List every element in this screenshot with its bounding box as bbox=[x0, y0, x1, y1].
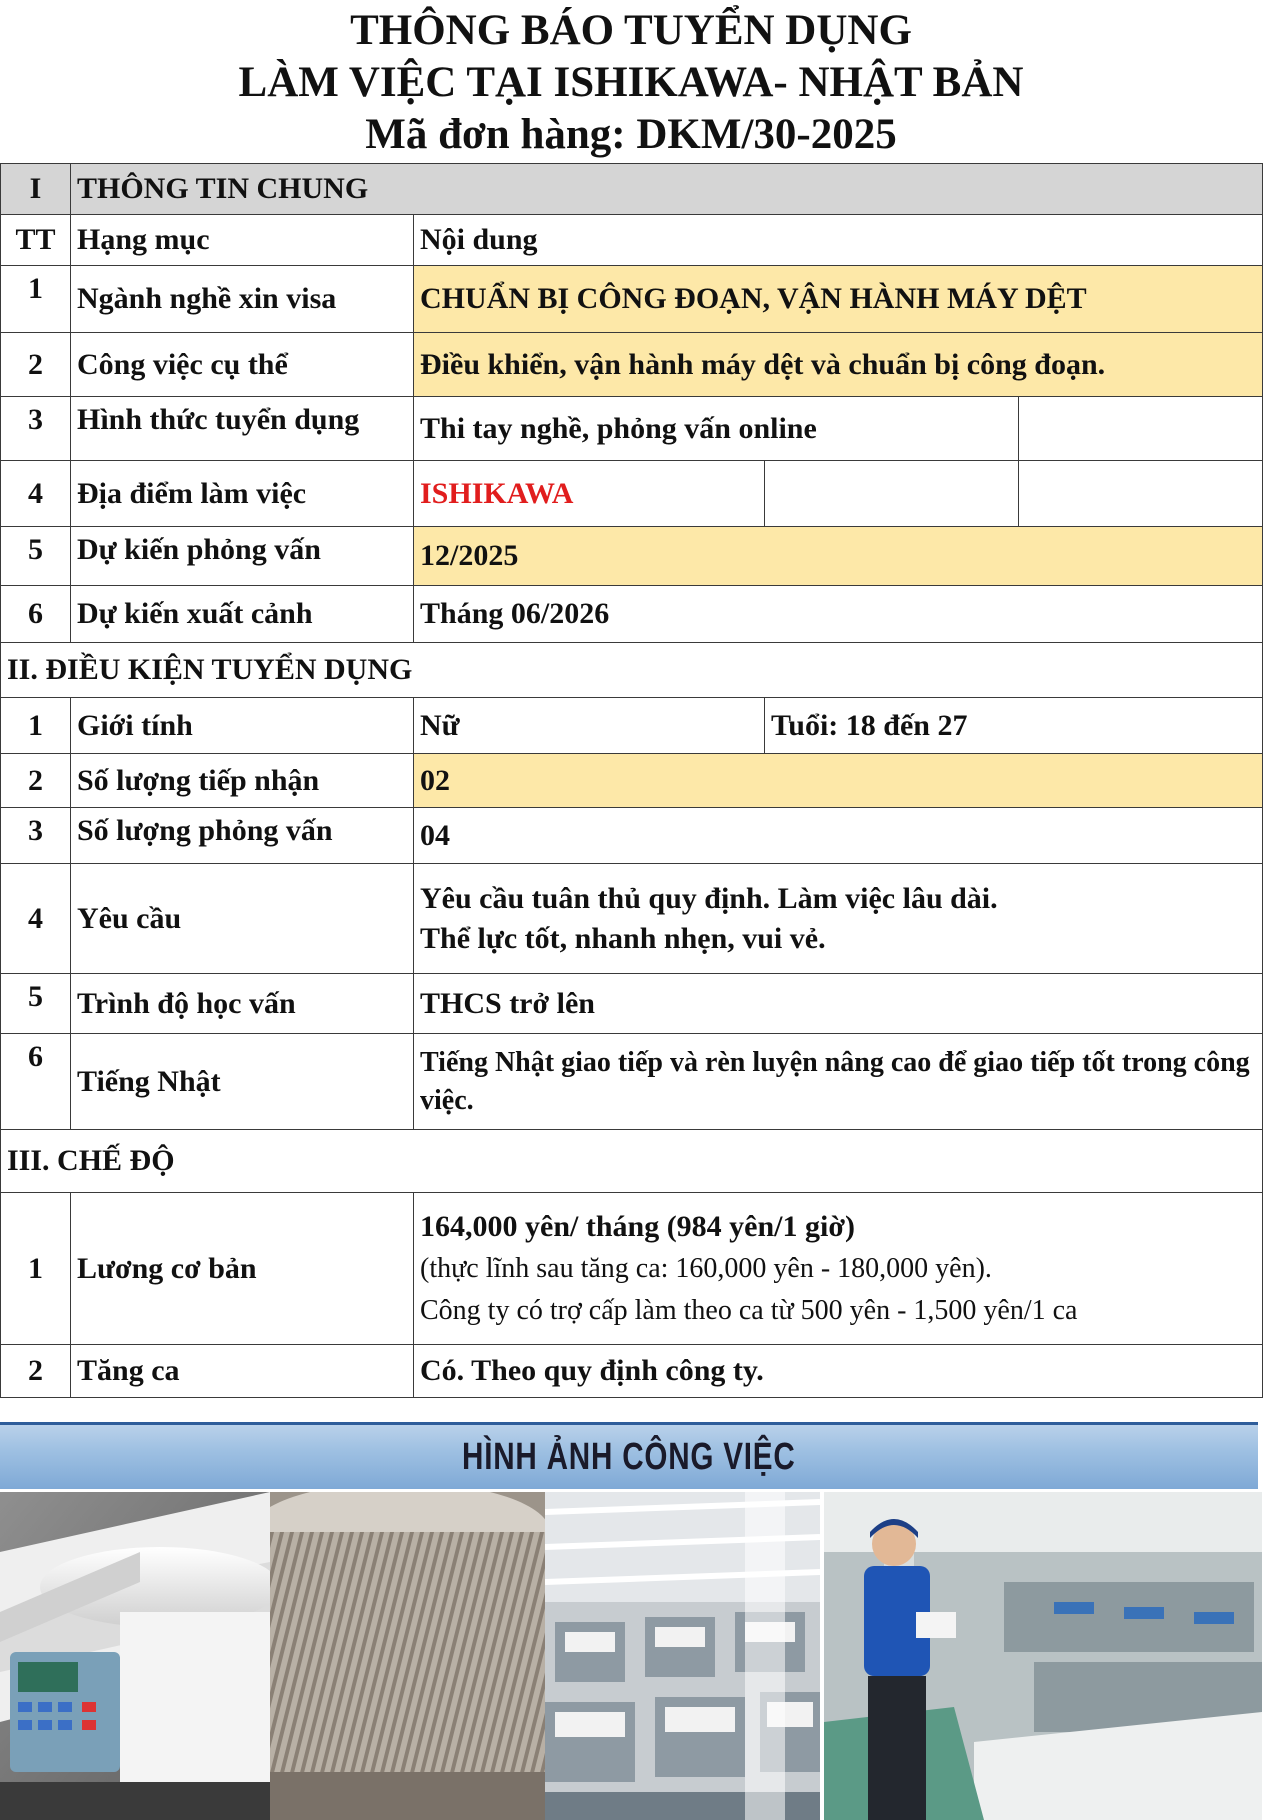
row-item: Trình độ học vấn bbox=[71, 974, 414, 1034]
notice-header bbox=[0, 0, 1262, 163]
row-content: CHUẨN BỊ CÔNG ĐOẠN, VẬN HÀNH MÁY DỆT bbox=[414, 266, 1263, 333]
column-header-row bbox=[1, 215, 1263, 266]
row-number: 4 bbox=[1, 461, 71, 527]
row-number: 3 bbox=[1, 808, 71, 864]
table-row bbox=[1, 461, 1263, 527]
row-content: 02 bbox=[414, 754, 1263, 808]
column-header-item: Hạng mục bbox=[71, 215, 414, 266]
row-content: ISHIKAWA bbox=[414, 461, 765, 527]
section-conditions-header bbox=[1, 643, 1263, 698]
row-item: Ngành nghề xin visa bbox=[71, 266, 414, 333]
row-item: Dự kiến phỏng vấn bbox=[71, 527, 414, 586]
row-content bbox=[414, 864, 1263, 974]
row-number: 2 bbox=[1, 1345, 71, 1398]
section-benefits-header bbox=[1, 1130, 1263, 1193]
work-photos bbox=[0, 1492, 1262, 1820]
table-row bbox=[1, 1193, 1263, 1345]
salary-line: 164,000 yên/ tháng (984 yên/1 giờ) bbox=[420, 1209, 855, 1243]
row-content: Nữ bbox=[414, 698, 765, 754]
row-item: Yêu cầu bbox=[71, 864, 414, 974]
row-item: Tiếng Nhật bbox=[71, 1034, 414, 1130]
row-item: Địa điểm làm việc bbox=[71, 461, 414, 527]
section-title: III. CHẾ ĐỘ bbox=[1, 1130, 1263, 1193]
worker-photo bbox=[824, 1492, 1262, 1820]
row-item: Số lượng tiếp nhận bbox=[71, 754, 414, 808]
table-row bbox=[1, 754, 1263, 808]
section-general-header bbox=[1, 164, 1263, 215]
row-number: 1 bbox=[1, 1193, 71, 1345]
table-row bbox=[1, 397, 1263, 461]
section-title: THÔNG TIN CHUNG bbox=[71, 164, 1263, 215]
salary-line: (thực lĩnh sau tăng ca: 160,000 yên - 180,000 yên). bbox=[420, 1252, 992, 1284]
factory-hall-photo bbox=[545, 1492, 820, 1820]
notice-subtitle: LÀM VIỆC TẠI ISHIKAWA- NHẬT BẢN bbox=[238, 59, 1024, 106]
row-number: 3 bbox=[1, 397, 71, 461]
row-content: THCS trở lên bbox=[414, 974, 1263, 1034]
table-row bbox=[1, 586, 1263, 643]
row-item: Dự kiến xuất cảnh bbox=[71, 586, 414, 643]
row-content: 04 bbox=[414, 808, 1263, 864]
row-content: Tháng 06/2026 bbox=[414, 586, 1263, 643]
row-number: 1 bbox=[1, 698, 71, 754]
row-item: Tăng ca bbox=[71, 1345, 414, 1398]
row-number: 5 bbox=[1, 527, 71, 586]
row-number: 1 bbox=[1, 266, 71, 333]
row-content: 12/2025 bbox=[414, 527, 1263, 586]
empty-cell bbox=[1019, 397, 1263, 461]
yarn-beam-photo bbox=[270, 1492, 545, 1820]
section-number: I bbox=[1, 164, 71, 215]
age-range: Tuổi: 18 đến 27 bbox=[765, 698, 1263, 754]
row-content: Điều khiển, vận hành máy dệt và chuẩn bị công đoạn. bbox=[414, 333, 1263, 397]
info-table bbox=[0, 163, 1263, 1398]
section-title: II. ĐIỀU KIỆN TUYỂN DỤNG bbox=[1, 643, 1263, 698]
loom-fabric-photo bbox=[0, 1492, 270, 1820]
table-row bbox=[1, 333, 1263, 397]
table-row bbox=[1, 266, 1263, 333]
table-row bbox=[1, 974, 1263, 1034]
salary-detail bbox=[414, 1193, 1263, 1345]
column-header-tt: TT bbox=[1, 215, 71, 266]
table-row bbox=[1, 808, 1263, 864]
row-content: Thi tay nghề, phỏng vấn online bbox=[414, 397, 1019, 461]
table-row bbox=[1, 1034, 1263, 1130]
column-header-content: Nội dung bbox=[414, 215, 1263, 266]
row-item: Hình thức tuyển dụng bbox=[71, 397, 414, 461]
row-content: Có. Theo quy định công ty. bbox=[414, 1345, 1263, 1398]
row-number: 6 bbox=[1, 586, 71, 643]
row-number: 6 bbox=[1, 1034, 71, 1130]
row-item: Giới tính bbox=[71, 698, 414, 754]
row-number: 2 bbox=[1, 333, 71, 397]
requirement-line: Yêu cầu tuân thủ quy định. Làm việc lâu dài. bbox=[420, 881, 998, 915]
empty-cell bbox=[765, 461, 1019, 527]
row-item: Lương cơ bản bbox=[71, 1193, 414, 1345]
row-content: Tiếng Nhật giao tiếp và rèn luyện nâng cao để giao tiếp tốt trong công việc. bbox=[414, 1034, 1263, 1130]
table-row bbox=[1, 864, 1263, 974]
row-number: 2 bbox=[1, 754, 71, 808]
table-row bbox=[1, 698, 1263, 754]
order-code: Mã đơn hàng: DKM/30-2025 bbox=[365, 111, 897, 158]
row-item: Số lượng phỏng vấn bbox=[71, 808, 414, 864]
row-number: 4 bbox=[1, 864, 71, 974]
requirement-line: Thể lực tốt, nhanh nhẹn, vui vẻ. bbox=[420, 921, 826, 955]
table-row bbox=[1, 527, 1263, 586]
row-item: Công việc cụ thể bbox=[71, 333, 414, 397]
empty-cell bbox=[1019, 461, 1263, 527]
table-row bbox=[1, 1345, 1263, 1398]
row-number: 5 bbox=[1, 974, 71, 1034]
notice-title: THÔNG BÁO TUYỂN DỤNG bbox=[350, 7, 912, 54]
work-images-banner bbox=[0, 1422, 1258, 1489]
banner-title: HÌNH ẢNH CÔNG VIỆC bbox=[462, 1436, 796, 1478]
salary-line: Công ty có trợ cấp làm theo ca từ 500 yên - 1,500 yên/1 ca bbox=[420, 1294, 1078, 1326]
